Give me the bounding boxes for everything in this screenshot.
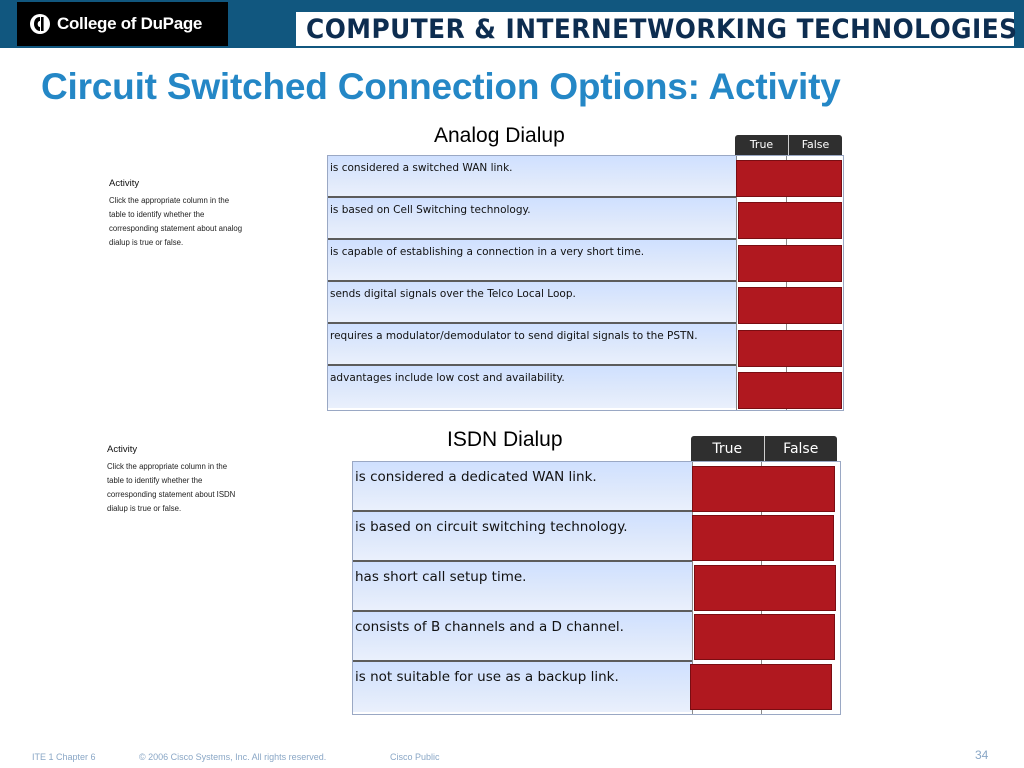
slide-title: Circuit Switched Connection Options: Activity	[41, 66, 841, 107]
answer-cell[interactable]	[736, 160, 842, 197]
table-row[interactable]	[353, 512, 692, 562]
isdn-desc-line: dialup is true or false.	[107, 504, 182, 513]
statement-text: has short call setup time.	[355, 569, 527, 585]
table-row[interactable]	[353, 612, 692, 662]
isdn-desc-line: table to identify whether the	[107, 476, 203, 485]
answer-cell[interactable]	[692, 466, 835, 512]
answer-cell[interactable]	[738, 372, 842, 409]
statement-text: is based on Cell Switching technology.	[330, 204, 531, 216]
table-row[interactable]	[353, 662, 692, 712]
footer-classification: Cisco Public	[390, 752, 440, 762]
footer-copyright: © 2006 Cisco Systems, Inc. All rights reserved.	[139, 752, 327, 762]
answer-cell[interactable]	[738, 202, 842, 239]
isdn-desc-line: corresponding statement about ISDN	[107, 490, 236, 499]
answer-cell[interactable]	[694, 614, 835, 660]
isdn-true-header[interactable]: True	[691, 436, 764, 462]
analog-activity-description	[109, 194, 242, 250]
answer-cell[interactable]	[738, 287, 842, 324]
isdn-desc-line: Click the appropriate column in the	[107, 462, 228, 471]
analog-desc-line: Click the appropriate column in the	[109, 196, 230, 205]
table-row[interactable]	[328, 156, 736, 198]
table-row[interactable]	[328, 324, 736, 366]
table-row[interactable]	[353, 562, 692, 612]
table-row[interactable]	[328, 198, 736, 240]
analog-activity-table	[327, 155, 844, 411]
header-band	[0, 0, 1024, 48]
department-title: COMPUTER & INTERNETWORKING TECHNOLOGIES	[306, 13, 1018, 45]
table-row[interactable]	[328, 282, 736, 324]
statement-text: consists of B channels and a D channel.	[355, 619, 624, 635]
analog-true-header[interactable]: True	[735, 135, 788, 155]
isdn-caption: ISDN Dialup	[447, 428, 563, 451]
statement-text: is not suitable for use as a backup link.	[355, 669, 619, 685]
page-number: 34	[975, 748, 989, 762]
analog-activity-label: Activity	[109, 178, 140, 189]
analog-desc-line: dialup is true or false.	[109, 238, 184, 247]
analog-desc-line: corresponding statement about analog	[109, 224, 243, 233]
isdn-activity-label: Activity	[107, 444, 138, 455]
table-row[interactable]	[353, 462, 692, 512]
answer-cell[interactable]	[738, 330, 842, 367]
analog-desc-line: table to identify whether the	[109, 210, 205, 219]
table-row[interactable]	[328, 366, 736, 408]
isdn-column-header	[691, 436, 837, 462]
college-logo	[17, 2, 228, 46]
college-logo-icon	[29, 13, 51, 35]
answer-cell[interactable]	[738, 245, 842, 282]
table-row[interactable]	[328, 240, 736, 282]
footer-course: ITE 1 Chapter 6	[32, 752, 96, 762]
analog-caption: Analog Dialup	[434, 124, 565, 147]
answer-cell[interactable]	[692, 515, 834, 561]
statement-text: is capable of establishing a connection in a very short time.	[330, 246, 645, 258]
isdn-false-header[interactable]: False	[764, 436, 838, 462]
answer-cell[interactable]	[694, 565, 836, 611]
answer-cell[interactable]	[690, 664, 832, 710]
statement-text: is considered a dedicated WAN link.	[355, 469, 597, 485]
statement-text: is based on circuit switching technology.	[355, 519, 628, 535]
analog-false-header[interactable]: False	[788, 135, 842, 155]
statement-text: requires a modulator/demodulator to send digital signals to the PSTN.	[330, 330, 698, 342]
college-logo-text: College of DuPage	[57, 14, 203, 33]
department-banner	[296, 12, 1018, 46]
statement-text: sends digital signals over the Telco Local Loop.	[330, 288, 576, 300]
statement-text: is considered a switched WAN link.	[330, 162, 513, 174]
statement-text: advantages include low cost and availability.	[330, 372, 565, 384]
isdn-activity-description	[107, 460, 235, 516]
isdn-activity-table	[352, 461, 841, 715]
analog-column-header	[735, 135, 842, 155]
